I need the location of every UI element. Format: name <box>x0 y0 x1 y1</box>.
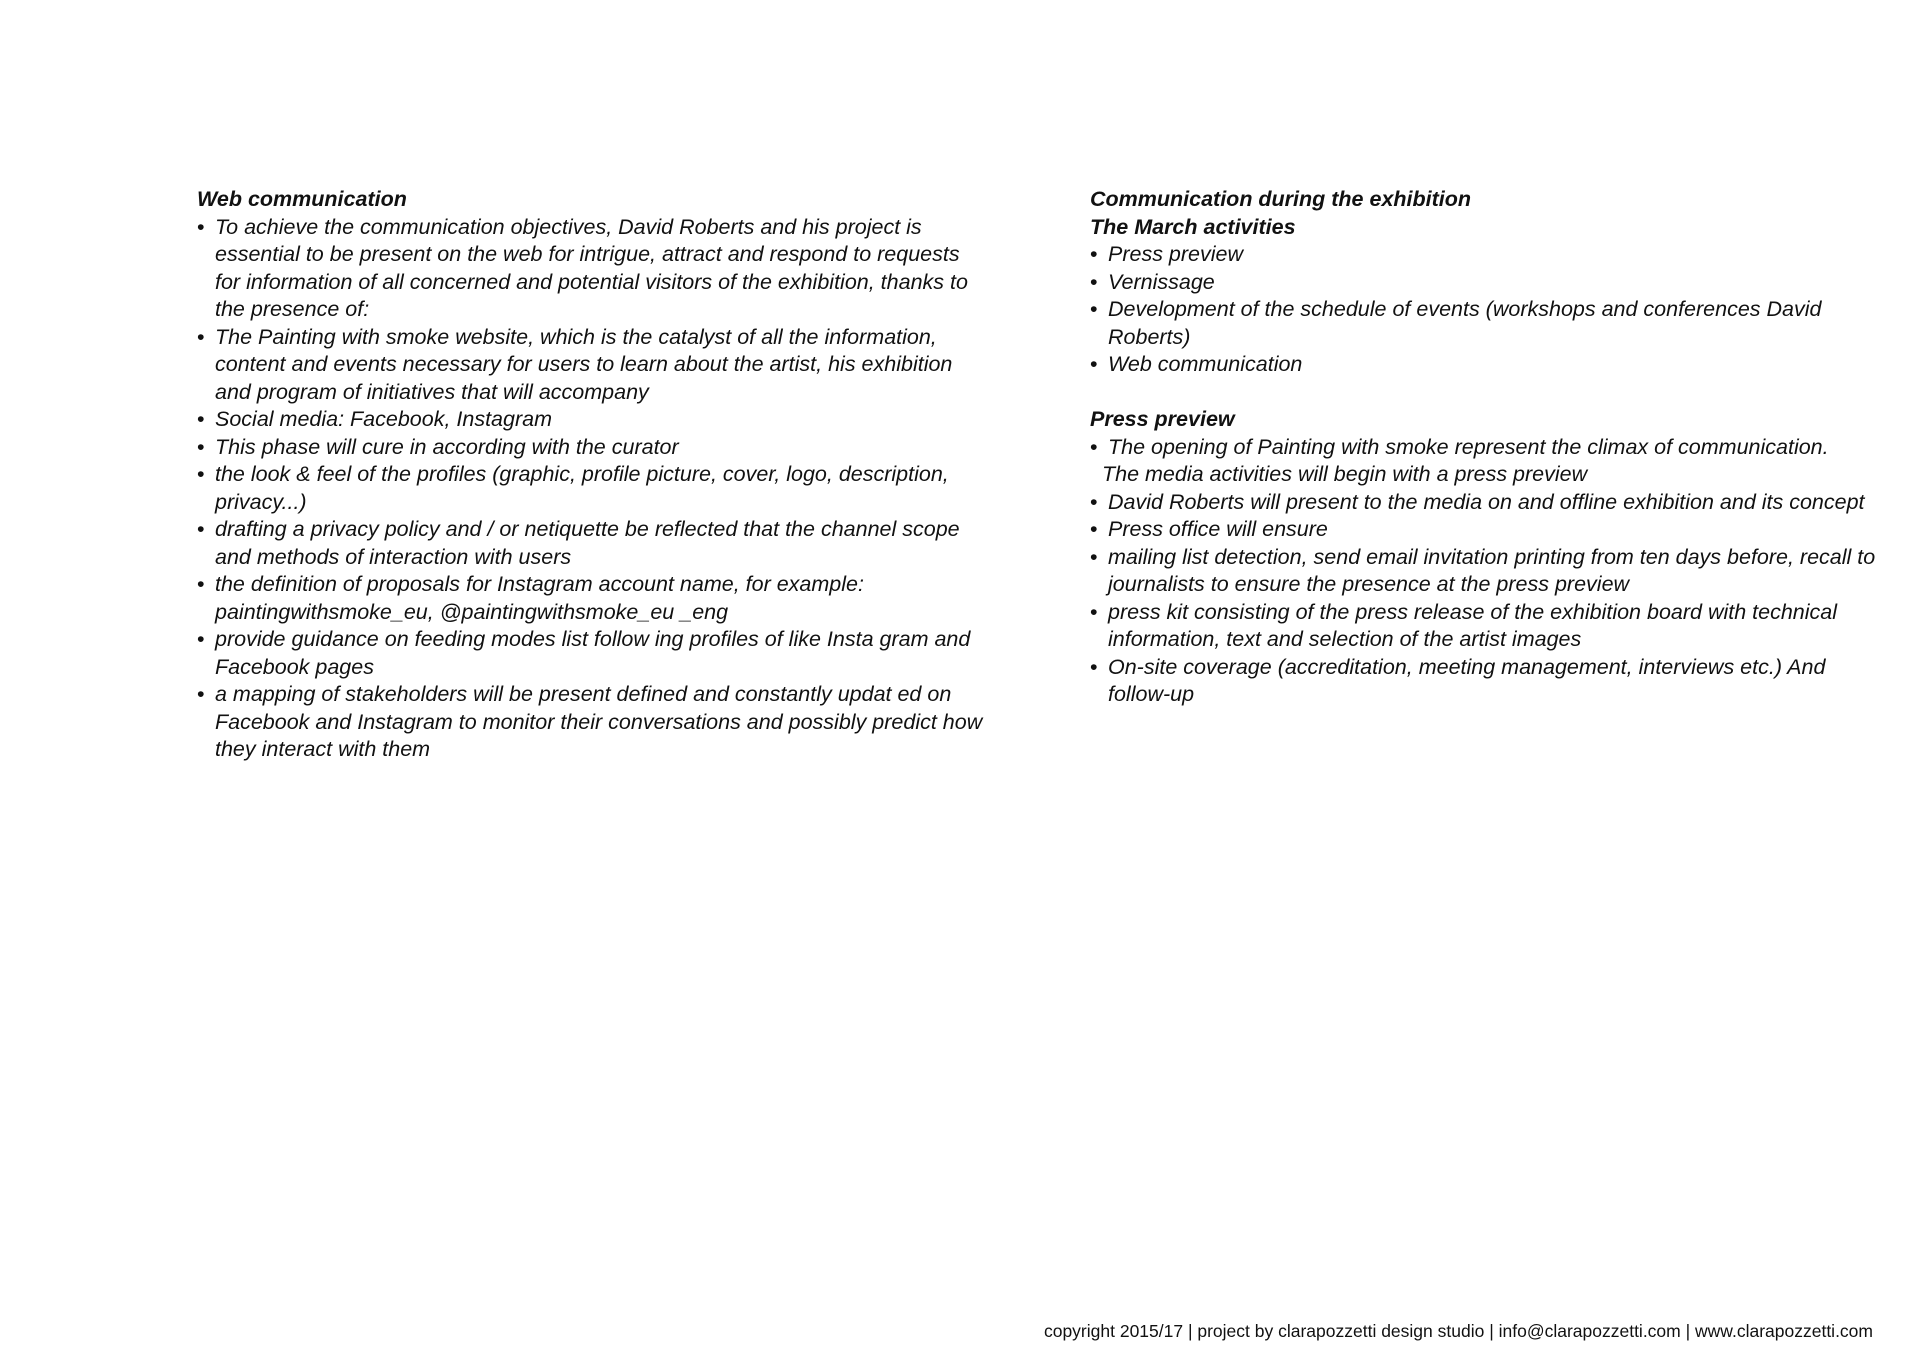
exhibition-communication-heading: Communication during the exhibition <box>1090 187 1472 211</box>
section-spacer <box>1090 379 1880 407</box>
list-item: • the look & feel of the profiles (graphic, profile picture, cover, logo, description, privacy...) <box>197 461 987 516</box>
web-communication-list <box>197 214 987 764</box>
list-item: • mailing list detection, send email invitation printing from ten days before, recall to journalists to ensure the presence at the press preview <box>1090 544 1880 599</box>
list-item: • David Roberts will present to the media on and offline exhibition and its concept <box>1090 489 1880 517</box>
list-item: • Vernissage <box>1090 269 1880 297</box>
march-activities-list <box>1090 241 1880 379</box>
list-item: • Press preview <box>1090 241 1880 269</box>
list-item: • drafting a privacy policy and / or netiquette be reflected that the channel scope and methods of interaction with users <box>197 516 987 571</box>
march-activities-heading: The March activities <box>1090 214 1296 239</box>
press-preview-heading: Press preview <box>1090 407 1235 431</box>
web-communication-section <box>197 186 987 764</box>
list-item: • the definition of proposals for Instagram account name, for example: paintingwithsmoke_eu, @paintingwithsmoke_eu _eng <box>197 571 987 626</box>
copyright-footer: copyright 2015/17 | project by clarapozzetti design studio | info@clarapozzetti.com | www.clarapozzetti.com <box>1043 1321 1873 1341</box>
web-communication-heading: Web communication <box>197 187 407 211</box>
list-item: • Press office will ensure <box>1090 516 1880 544</box>
exhibition-communication-section <box>1090 186 1880 709</box>
list-item: • Web communication <box>1090 351 1880 379</box>
list-item: • press kit consisting of the press release of the exhibition board with technical information, text and selection of the artist images <box>1090 599 1880 654</box>
press-preview-list <box>1090 489 1880 709</box>
list-item: • Social media: Facebook, Instagram <box>197 406 987 434</box>
list-item: • On-site coverage (accreditation, meeting management, interviews etc.) And follow-up <box>1090 654 1880 709</box>
list-item: • This phase will cure in according with the curator <box>197 434 987 462</box>
list-item: • To achieve the communication objectives, David Roberts and his project is essential to be present on the web for intrigue, attract and respond to requests for information of all concerned and potential visitors of the exhibition, thanks to the presence of: <box>197 214 987 324</box>
press-preview-intro-list <box>1090 434 1880 462</box>
list-item: • The opening of Painting with smoke represent the climax of communication. <box>1090 434 1880 462</box>
list-item: • Development of the schedule of events (workshops and conferences David Roberts) <box>1090 296 1880 351</box>
list-item: • The Painting with smoke website, which is the catalyst of all the information, content and events necessary for users to learn about the artist, his exhibition and program of initiatives that will accompany <box>197 324 987 407</box>
press-preview-note: The media activities will begin with a press preview <box>1102 462 1588 486</box>
list-item: • a mapping of stakeholders will be present defined and constantly updat ed on Facebook and Instagram to monitor their conversations and possibly predict how they interact with them <box>197 681 987 764</box>
list-item: • provide guidance on feeding modes list follow ing profiles of like Insta gram and Facebook pages <box>197 626 987 681</box>
